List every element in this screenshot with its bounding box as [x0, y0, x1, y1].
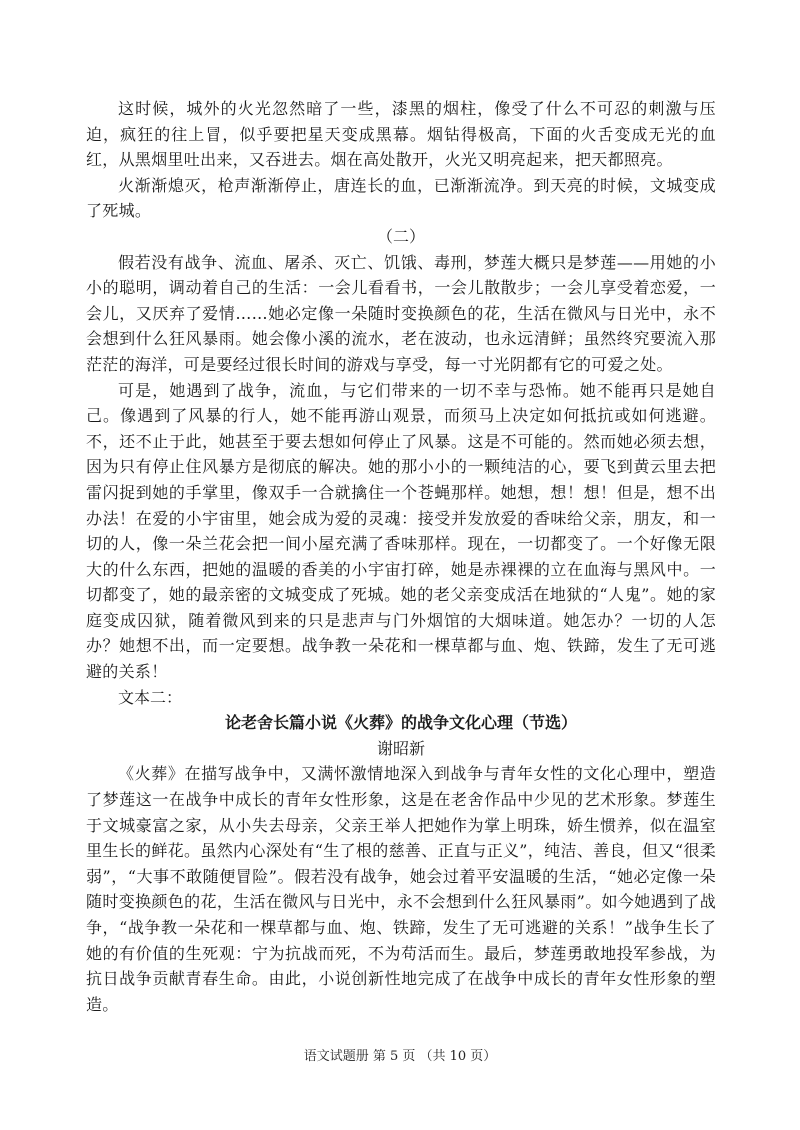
article-paragraph: 《火葬》在描写战争中，又满怀激情地深入到战争与青年女性的文化心理中，塑造了梦莲这一在战争中成长的青年女性形象，这是在老舍作品中少见的艺术形象。梦莲生于文城豪富之家，从小失去母亲，父亲王举人把她作为掌上明珠，娇生惯养，似在温室里生长的鲜花。虽然内心深处有“生了根的慈善、正直与正义”，纯洁、善良，但又“很柔弱”，“大事不敢随便冒险”。假若没有战争，她会过着平安温暖的生活，“她必定像一朵随时变换颜色的花，生活在微风与日光中，永不会想到什么狂风暴雨”。如今她遇到了战争，“战争教一朵花和一棵草都与血、炮、铁蹄，发生了无可逃避的关系！”战争生长了她的有价值的生死观：宁为抗战而死，不为苟活而生。最后，梦莲勇敢地投军参战，为抗日战争贡献青春生命。由此，小说创新性地完成了在战争中成长的青年女性形象的塑造。 [86, 764, 716, 1014]
page-content [86, 96, 716, 1017]
story-paragraph-3: 假若没有战争、流血、屠杀、灭亡、饥饿、毒刑，梦莲大概只是梦莲——用她的小小的聪明，调动着自己的生活：一会儿看看书，一会儿散散步；一会儿享受着恋爱，一会儿，又厌弃了爱情……她必定像一朵随时变换颜色的花，生活在微风与日光中，永不会想到什么狂风暴雨。她会像小溪的流水，老在波动，也永远清鲜；虽然终究要流入那茫茫的海洋，可是要经过很长时间的游戏与享受，每一寸光阴都有它的可爱之处。 [86, 252, 716, 374]
article-author: 谢昭新 [376, 738, 425, 758]
story-paragraph-1: 这时候，城外的火光忽然暗了一些，漆黑的烟柱，像受了什么不可忍的刺激与压迫，疯狂的往上冒，似乎要把星天变成黑幕。烟钻得极高，下面的火舌变成无光的血红，从黑烟里吐出来，又吞进去。烟在高处散开，火光又明亮起来，把天都照亮。 [86, 99, 716, 170]
story-paragraph-4: 可是，她遇到了战争，流血，与它们带来的一切不幸与恐怖。她不能再只是她自己。像遇到了风暴的行人，她不能再游山观景，而须马上决定如何抵抗或如何逃避。不，还不止于此，她甚至于要去想如何停止了风暴。这是不可能的。然而她必须去想，因为只有停止住风暴方是彻底的解决。她的那小小的一颗纯洁的心，要飞到黄云里去把雷闪捉到她的手掌里，像双手一合就擒住一个苍蝇那样。她想，想！想！但是，想不出办法！在爱的小宇宙里，她会成为爱的灵魂：接受并发放爱的香味给父亲，朋友，和一切的人，像一朵兰花会把一间小屋充满了香味那样。现在，一切都变了。一个好像无限大的什么东西，把她的温暖的香美的小宇宙打碎，她是赤裸裸的立在血海与黑风中。一切都变了，她的最亲密的文城变成了死城。她的老父亲变成活在地狱的“人鬼”。她的家庭变成囚狱，随着微风到来的只是悲声与门外烟馆的大烟味道。她怎办？一切的人怎办？她想不出，而一定要想。战争教一朵花和一棵草都与血、炮、铁蹄，发生了无可逃避的关系！ [86, 380, 716, 682]
article-title: 论老舍长篇小说《火葬》的战争文化心理（节选） [224, 713, 577, 733]
text-two-label: 文本二： [118, 687, 183, 707]
story-paragraph-2: 火渐渐熄灭，枪声渐渐停止，唐连长的血，已渐渐流净。到天亮的时候，文城变成了死城。 [86, 175, 716, 221]
page-footer: 语文试题册 第 5 页 （共 10 页） [303, 1049, 497, 1064]
section-two-heading: （二） [376, 226, 425, 246]
